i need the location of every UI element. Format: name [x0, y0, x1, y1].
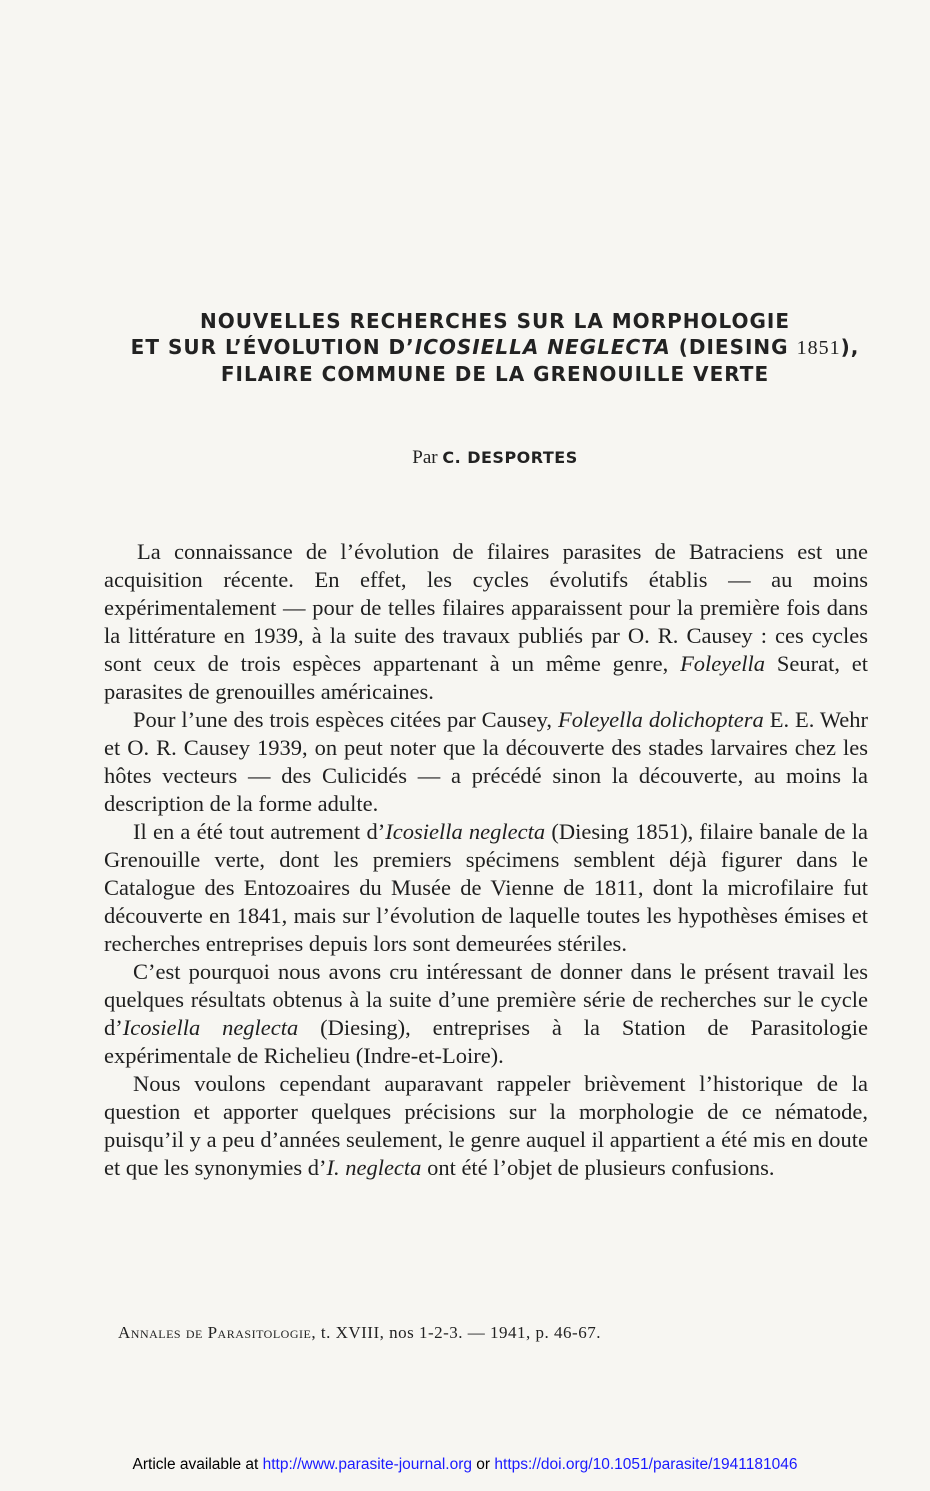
footer-prefix: Article available at	[132, 1456, 263, 1473]
title-species-name: ICOSIELLA NEGLECTA	[414, 335, 671, 359]
text-run: Seurat, et parasites de grenouilles américaines.	[104, 651, 869, 704]
journal-citation	[118, 1323, 601, 1343]
author-name: C. DESPORTES	[442, 448, 578, 467]
journal-name: Annales de Parasitologie,	[118, 1323, 317, 1342]
doi-link[interactable]: https://doi.org/10.1051/parasite/1941181046	[494, 1456, 798, 1473]
text-run: La connaissance de l’évolution de filaires parasites de Batraciens est une acquisition récente. En effet, les cycles évolutifs établis — au moins expérimentalement — pour de telles filaires apparaissent pour la première fois dans la littérature en 1939, à la suite des travaux publiés par O. R. Causey : ces cycles sont ceux de trois espèces appartenant à un même genre,	[104, 539, 868, 676]
text-run: Nous voulons cependant auparavant rappeler brièvement l’historique de la question et apporter quelques précisions sur la morphologie de ce nématode, puisqu’il y a peu d’années seulement, le genre auquel il appartient a été mis en doute et que les synonymies d’	[104, 1071, 868, 1180]
text-run: (Diesing 1851), filaire banale de la Grenouille verte, dont les premiers spécimens semblent déjà figurer dans le Catalogue des Entozoaires du Musée de Vienne de 1811, dont la microfilaire fut découverte en 1841, mais sur l’évolution de laquelle toutes les hypothèses émises et recherches entreprises depuis lors sont demeurées stériles.	[104, 819, 868, 956]
title-line-2	[100, 334, 890, 361]
text-run: E. E. Wehr et O. R. Causey 1939, on peut noter que la découverte des stades larvaires chez les hôtes vecteurs — des Culicidés — a précédé sinon la découverte, au moins la description de la forme adulte.	[104, 707, 868, 816]
body-paragraph	[104, 958, 868, 1070]
text-run: ont été l’objet de plusieurs confusions.	[421, 1155, 775, 1180]
text-run: C’est pourquoi nous avons cru intéressant de donner dans le présent travail les quelques résultats obtenus à la suite d’une première série de recherches sur le cycle d’	[104, 959, 868, 1040]
text-run: Pour l’une des trois espèces citées par Causey,	[133, 707, 558, 732]
title-line-1: NOUVELLES RECHERCHES SUR LA MORPHOLOGIE	[199, 309, 791, 333]
italic-term: Foleyella dolichoptera	[557, 707, 764, 732]
title-line-2-author: (DIESING	[670, 335, 797, 359]
body-paragraph	[104, 538, 868, 706]
italic-term: Foleyella	[680, 651, 766, 676]
italic-term: I. neglecta	[326, 1155, 422, 1180]
availability-footer	[0, 1456, 930, 1474]
author-byline	[0, 447, 930, 469]
title-line-2-prefix: ET SUR L’ÉVOLUTION D’	[130, 335, 415, 359]
journal-link[interactable]: http://www.parasite-journal.org	[262, 1456, 472, 1473]
title-year: 1851	[796, 337, 841, 359]
citation-details: t. XVIII, nos 1-2-3. — 1941, p. 46-67.	[316, 1323, 601, 1342]
italic-term: Icosiella neglecta	[385, 819, 546, 844]
footer-middle: or	[471, 1456, 495, 1473]
body-paragraph	[104, 706, 868, 818]
title-line-3: FILAIRE COMMUNE DE LA GRENOUILLE VERTE	[220, 362, 770, 386]
article-title	[100, 308, 890, 387]
body-paragraph	[104, 1070, 868, 1182]
body-paragraph	[104, 818, 868, 958]
text-run: (Diesing), entreprises à la Station de Parasitologie expérimentale de Richelieu (Indre-et-Loire).	[104, 1015, 868, 1068]
article-body	[104, 538, 868, 1182]
byline-prefix: Par	[412, 447, 443, 468]
italic-term: Icosiella neglecta	[122, 1015, 299, 1040]
text-run: Il en a été tout autrement d’	[133, 819, 386, 844]
title-line-2-suffix: ),	[840, 335, 860, 359]
